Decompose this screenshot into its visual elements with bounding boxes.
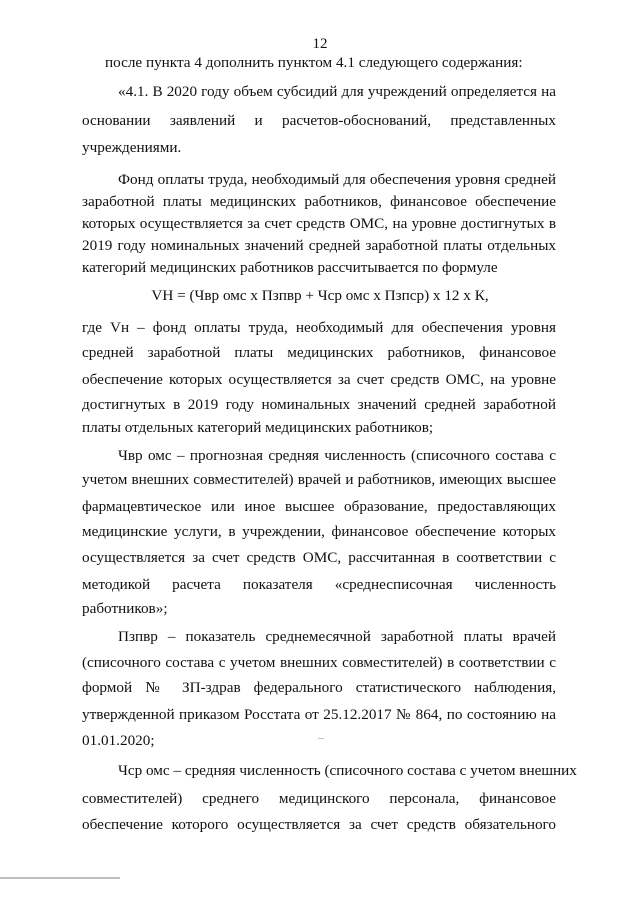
text-line: основании заявлений и расчетов-обоснований, представленных (82, 112, 556, 129)
text-line: формой № ЗП-здрав федерального статистического наблюдения, (82, 679, 556, 696)
text-line: заработной платы медицинских работников, финансовое обеспечение (82, 193, 556, 210)
text-line: учетом внешних совместителей) врачей и работников, имеющих высшее (82, 471, 556, 488)
text-line: средней заработной платы медицинских работников, финансовое (82, 344, 556, 361)
text-line: осуществляется за счет средств ОМС, рассчитанная в соответствии с (82, 549, 556, 566)
text-line: «4.1. В 2020 году объем субсидий для учреждений определяется на (118, 83, 556, 100)
text-line: после пункта 4 дополнить пунктом 4.1 следующего содержания: (105, 54, 523, 71)
text-line: учреждениями. (82, 139, 182, 156)
text-line: достигнутых в 2019 году номинальных значений средней заработной (82, 396, 556, 413)
text-line: (списочного состава с учетом внешних совместителей) в соответствии с (82, 654, 556, 671)
text-line: категорий медицинских работников рассчитывается по формуле (82, 259, 498, 276)
text-line: которых осуществляется за счет средств ОМС, на уровне достигнутых в (82, 215, 556, 232)
text-line: Чвр омс – прогнозная средняя численность (списочного состава с (118, 447, 556, 464)
text-line: 2019 году номинальных значений средней заработной платы отдельных (82, 237, 556, 254)
text-line: медицинские услуги, в учреждении, финансовое обеспечение которых (82, 523, 556, 540)
text-line: обеспечение которого осуществляется за счет средств обязательного (82, 816, 556, 833)
text-line: Чср омс – средняя численность (списочного состава с учетом внешних (118, 762, 577, 779)
text-line: Пзпвр – показатель среднемесячной заработной платы врачей (118, 628, 556, 645)
text-line: обеспечение которых осуществляется за счет средств ОМС, на уровне (82, 371, 556, 388)
text-line: 01.01.2020; (82, 732, 155, 749)
text-line: утвержденной приказом Росстата от 25.12.2017 № 864, по состоянию на (82, 706, 556, 723)
text-line: работников»; (82, 600, 168, 617)
wage-fund-formula: VН = (Чвр омс x Пзпвр + Чср омс x Пзпср) x 12 x К, (151, 287, 489, 304)
text-line: методикой расчета показателя «среднесписочная численность (82, 576, 556, 593)
text-line: платы отдельных категорий медицинских работников; (82, 419, 434, 436)
text-line: Фонд оплаты труда, необходимый для обеспечения уровня средней (118, 171, 556, 188)
text-line: совместителей) среднего медицинского персонала, финансовое (82, 790, 556, 807)
page-number: 12 (312, 36, 328, 52)
text-line: где Vн – фонд оплаты труда, необходимый для обеспечения уровня (82, 319, 556, 336)
text-line: фармацевтическое или иное высшее образование, предоставляющих (82, 498, 556, 515)
